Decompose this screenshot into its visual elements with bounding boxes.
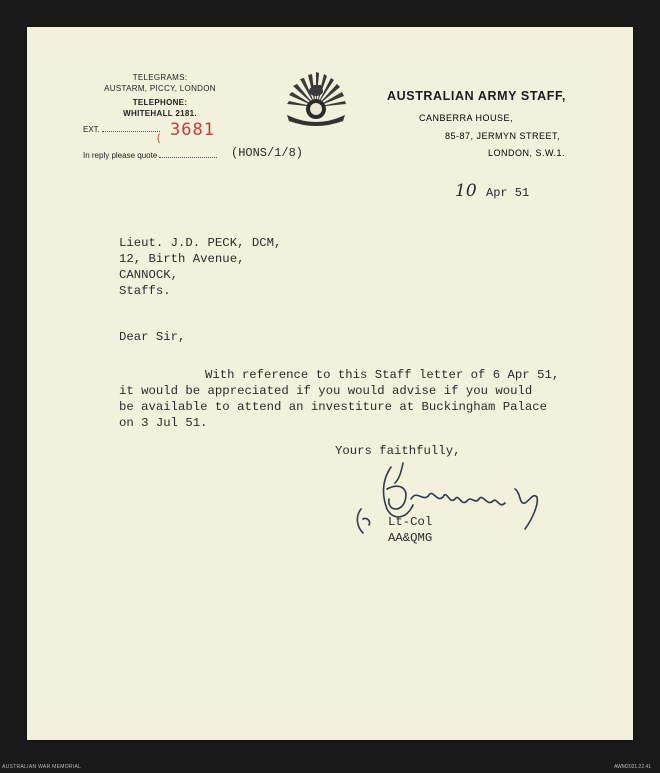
address-line-3: LONDON, S.W.1. — [488, 148, 566, 158]
recipient-line-1: Lieut. J.D. PECK, DCM, — [119, 236, 282, 250]
reply-label: In reply please quote — [83, 151, 158, 160]
rising-sun-badge-icon — [283, 71, 349, 127]
footer-institution: AUSTRALIAN WAR MEMORIAL — [2, 764, 82, 770]
body-line-2: it would be appreciated if you would advise if you would — [119, 384, 533, 398]
recipient-line-4: Staffs. — [119, 284, 171, 298]
organisation-name: AUSTRALIAN ARMY STAFF, — [387, 89, 566, 103]
telephone-value: WHITEHALL 2181. — [123, 109, 197, 118]
handwritten-signature — [343, 459, 553, 541]
footer-item-id: AWM2021.22.41 — [614, 764, 652, 770]
telephone-label: TELEPHONE: — [132, 98, 188, 107]
signatory-rank: Lt-Col — [388, 515, 433, 529]
ext-number-stamp: 3681 — [170, 120, 215, 140]
salutation: Dear Sir, — [119, 330, 186, 344]
body-line-1: With reference to this Staff letter of 6 Apr 51, — [205, 368, 560, 382]
recipient-line-2: 12, Birth Avenue, — [119, 252, 245, 266]
address-line-1: CANBERRA HOUSE, — [419, 113, 514, 123]
red-stamp-mark: ( — [157, 133, 161, 144]
ext-label: EXT. — [83, 125, 100, 134]
date-month-year: Apr 51 — [486, 186, 530, 200]
body-line-4: on 3 Jul 51. — [119, 416, 208, 430]
signatory-title: AA&QMG — [388, 531, 433, 545]
telegrams-label: TELEGRAMS: — [132, 73, 188, 82]
valediction: Yours faithfully, — [335, 444, 461, 458]
letter-sheet — [27, 27, 633, 740]
date-day-handwritten: 10 — [455, 181, 477, 201]
reply-line — [83, 151, 217, 160]
recipient-line-3: CANNOCK, — [119, 268, 179, 282]
telegrams-value: AUSTARM, PICCY, LONDON — [104, 84, 216, 93]
body-line-3: be available to attend an investiture at Buckingham Palace — [119, 400, 548, 414]
reply-reference: (HONS/1/8) — [231, 146, 304, 160]
letterhead-contact-block — [85, 72, 235, 119]
reply-dotted-rule — [159, 157, 217, 158]
ext-dotted-rule — [102, 131, 160, 132]
letterhead-address-block — [387, 89, 566, 103]
address-line-2: 85-87, JERMYN STREET, — [445, 131, 561, 141]
ext-line — [83, 125, 160, 134]
